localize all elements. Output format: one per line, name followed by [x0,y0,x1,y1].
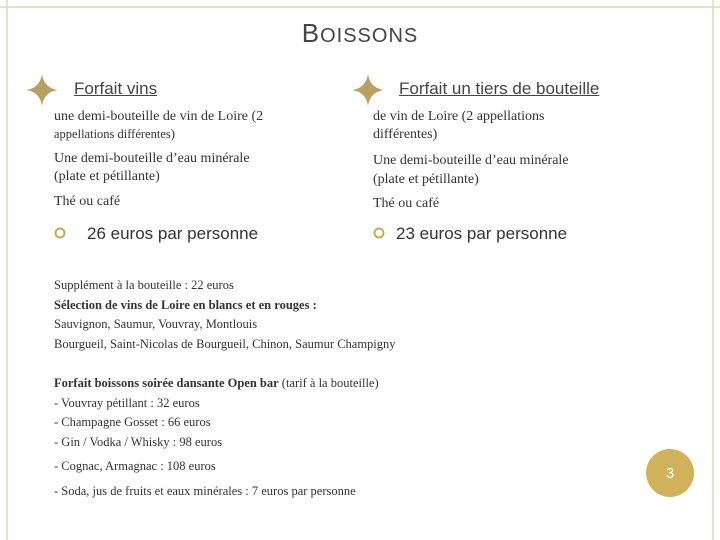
openbar-cognac: - Cognac, Armagnac : 108 euros [54,459,216,473]
openbar-soda: - Soda, jus de fruits et eaux minérales : 7 euros par personne [54,484,356,498]
right-price: 23 euros par personne [396,224,568,243]
openbar-title-bold: Forfait boissons soirée dansante Open bar [54,376,279,390]
left-price: 26 euros par personne [87,224,259,243]
openbar-item: - Champagne Gosset : 66 euros [54,415,211,429]
left-line-3: Une demi-bouteille d’eau minérale [54,151,250,166]
openbar-title-note: (tarif à la bouteille) [278,376,379,390]
right-line-5: Thé ou café [373,196,440,211]
openbar-item: - Vouvray pétillant : 32 euros [54,395,200,410]
page-title [0,18,720,49]
red-wines-line: Bourgueil, Saint-Nicolas de Bourgueil, Chinon, Saumur Champigny [54,336,396,351]
title-rest: OISSONS [320,25,419,47]
right-column-header: Forfait un tiers de bouteille [399,79,600,98]
openbar-title [54,374,379,394]
openbar-block [54,374,379,452]
left-line-2: appellations différentes) [54,127,175,141]
right-bullet-icon [373,227,385,239]
white-wines-line: Sauvignon, Saumur, Vouvray, Montlouis [54,317,258,331]
right-line-4: (plate et pétillante) [373,172,479,187]
right-line-2: différentes) [373,127,438,142]
right-line-3: Une demi-bouteille d’eau minérale [373,153,569,168]
openbar-item: - Gin / Vodka / Whisky : 98 euros [54,434,223,449]
four-point-star-icon [24,72,60,108]
frame-top-line [0,6,720,8]
left-line-5: Thé ou café [54,194,121,209]
four-point-star-icon [350,72,386,108]
left-line-1: une demi-bouteille de vin de Loire (2 [54,109,264,124]
frame-right-line [712,0,714,540]
supplement-line: Supplément à la bouteille : 22 euros [54,278,234,292]
left-line-4: (plate et pétillante) [54,169,160,184]
frame-left-line [6,0,8,540]
title-initial: B [301,18,321,48]
right-line-1: de vin de Loire (2 appellations [373,109,545,124]
wine-selection-heading: Sélection de vins de Loire en blancs et en rouges : [54,297,317,312]
left-column-header: Forfait vins [74,79,158,98]
supplement-block [54,276,396,354]
page-number-badge: 3 [646,449,694,497]
left-bullet-icon [54,227,66,239]
